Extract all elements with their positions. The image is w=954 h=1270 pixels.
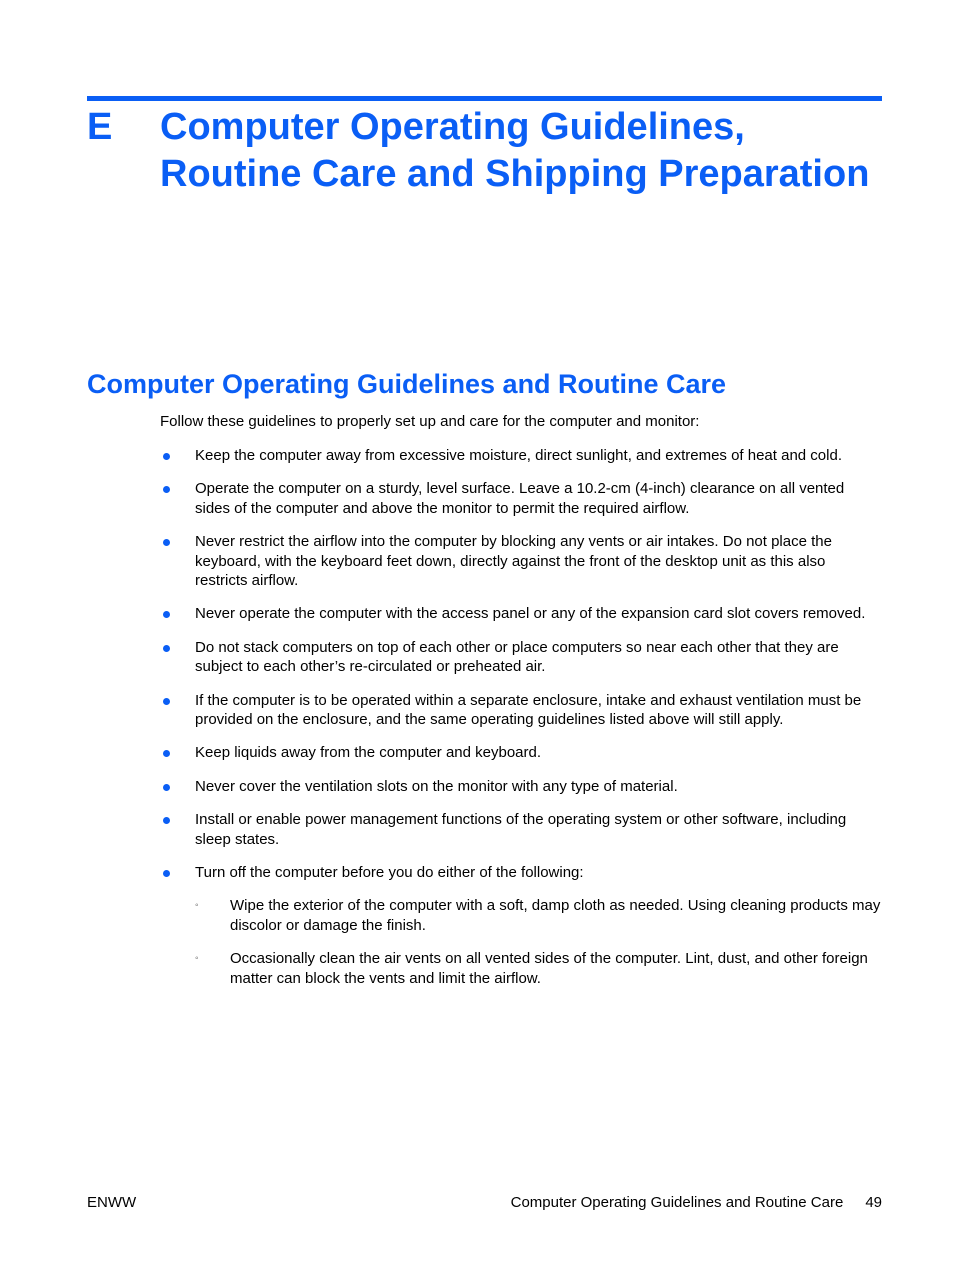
chapter-title-line1: Computer Operating Guidelines, <box>160 106 745 148</box>
footer-right <box>511 1193 882 1213</box>
list-item-text: Do not stack computers on top of each other or place computers so near each other that they are subject to each other’s re-circulated or preheated air. <box>195 638 839 676</box>
list-item <box>160 604 882 623</box>
bullet-icon <box>163 611 170 618</box>
list-item-text: Operate the computer on a sturdy, level surface. Leave a 10.2-cm (4-inch) clearance on all vented sides of the computer and above the monitor to permit the required airflow. <box>195 480 845 517</box>
list-item-text: Keep liquids away from the computer and keyboard. <box>195 744 542 762</box>
sub-list-item-text: Wipe the exterior of the computer with a soft, damp cloth as needed. Using cleaning products may discolor or damage the finish. <box>230 897 881 934</box>
list-item <box>160 638 882 677</box>
footer-left: ENWW <box>87 1194 137 1211</box>
list-item <box>160 691 882 730</box>
sub-bullet-icon: ◦ <box>195 900 199 912</box>
bullet-icon <box>163 453 170 460</box>
chapter-rule <box>87 96 882 101</box>
sub-list <box>195 896 882 987</box>
intro-paragraph: Follow these guidelines to properly set up and care for the computer and monitor: <box>160 413 700 430</box>
bullet-icon <box>163 486 170 493</box>
section-heading: Computer Operating Guidelines and Routine Care <box>87 369 727 399</box>
list-item <box>160 446 882 465</box>
chapter-title-line2: Routine Care and Shipping Preparation <box>160 153 870 195</box>
bullet-icon <box>163 539 170 546</box>
chapter-title <box>160 104 900 198</box>
list-item <box>160 743 882 762</box>
guidelines-list <box>160 446 882 1002</box>
sub-list-item <box>195 896 882 935</box>
page-number: 49 <box>865 1194 882 1211</box>
list-item-text: Install or enable power management functions of the operating system or other software, including sleep states. <box>195 811 847 848</box>
chapter-letter: E <box>87 106 113 148</box>
bullet-icon <box>163 645 170 652</box>
footer-title: Computer Operating Guidelines and Routine Care <box>510 1194 844 1211</box>
sub-list-item <box>195 949 882 988</box>
list-item <box>160 777 882 796</box>
list-item-text: Turn off the computer before you do either of the following: <box>195 864 584 882</box>
list-item <box>160 532 882 590</box>
list-item-text: Never cover the ventilation slots on the monitor with any type of material. <box>195 777 678 795</box>
bullet-icon <box>163 698 170 705</box>
list-item-text: If the computer is to be operated within a separate enclosure, intake and exhaust ventilation must be provided on the enclosure, and the same operating guidelines listed above will still apply. <box>195 691 862 728</box>
bullet-icon <box>163 750 170 757</box>
list-item-text: Keep the computer away from excessive moisture, direct sunlight, and extremes of heat and cold. <box>195 447 842 464</box>
list-item-text: Never restrict the airflow into the computer by blocking any vents or air intakes. Do not place the keyboard, with the keyboard feet down, directly against the front of the desktop unit as this also restricts airflow. <box>195 533 832 589</box>
list-item <box>160 810 882 849</box>
bullet-icon <box>163 784 170 791</box>
bullet-icon <box>163 817 170 824</box>
list-item <box>160 479 882 518</box>
bullet-icon <box>163 870 170 877</box>
list-item <box>160 863 882 988</box>
sub-list-item-text: Occasionally clean the air vents on all vented sides of the computer. Lint, dust, and other foreign matter can block the vents and limit the airflow. <box>230 950 868 987</box>
sub-bullet-icon: ◦ <box>195 953 199 965</box>
list-item-text: Never operate the computer with the access panel or any of the expansion card slot covers removed. <box>195 605 866 623</box>
